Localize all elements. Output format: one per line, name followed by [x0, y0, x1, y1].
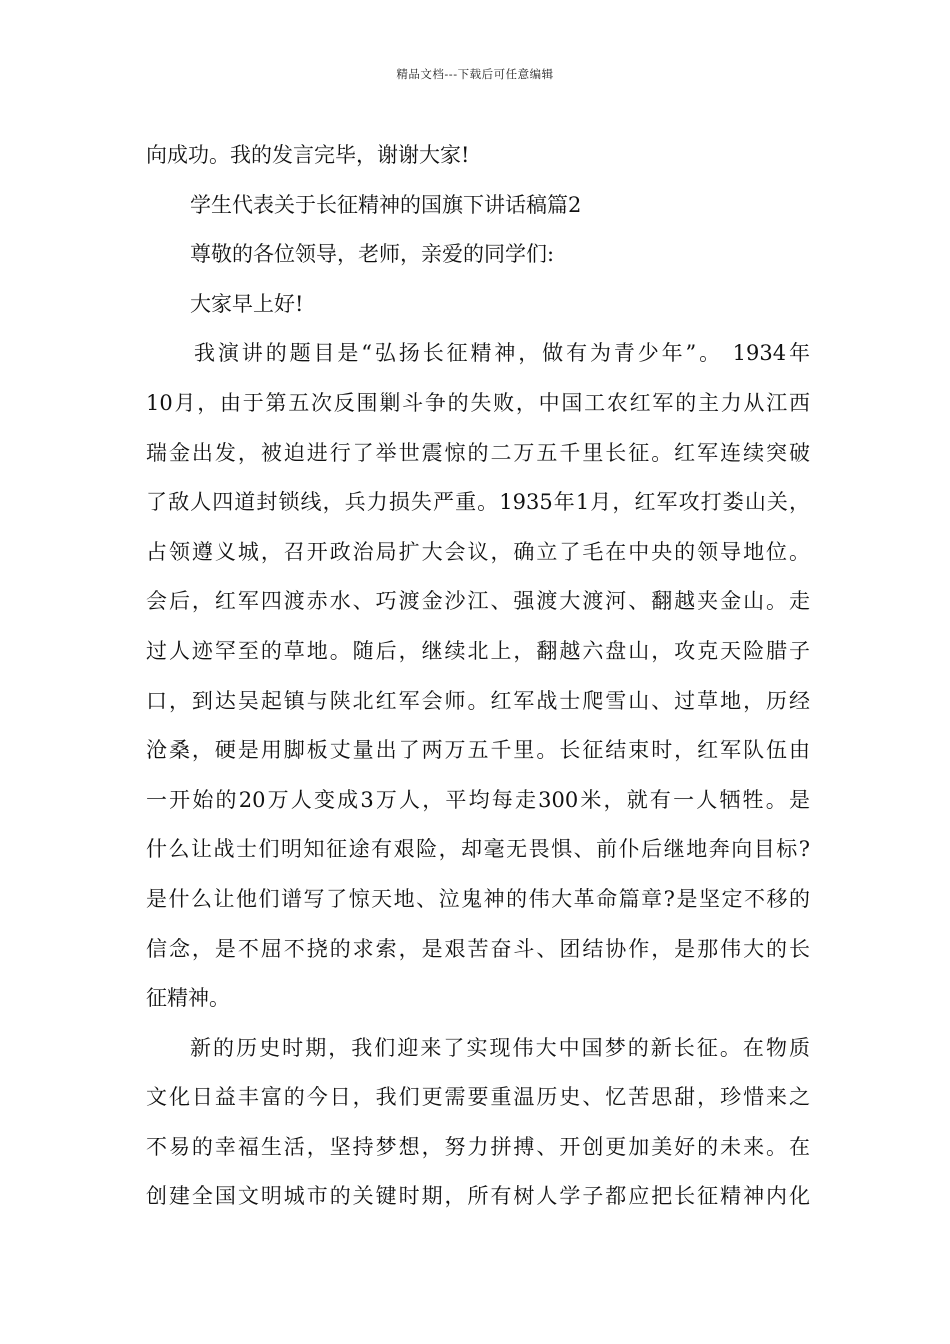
- paragraph-line: 新的历史时期，我们迎来了实现伟大中国梦的新长征。在物质: [190, 1035, 810, 1060]
- paragraph-line: 10月，由于第五次反围剿斗争的失败，中国工农红军的主力从江西: [146, 390, 810, 415]
- document-body: [146, 131, 810, 1222]
- paragraph-line: 征精神。: [146, 986, 230, 1011]
- paragraph-line: 什么让战士们明知征途有艰险，却毫无畏惧、前仆后继地奔向目标?: [146, 837, 810, 862]
- page-header: 精品文档---下载后可任意编辑: [396, 67, 554, 81]
- paragraph-line: 过人迹罕至的草地。随后，继续北上，翻越六盘山，攻克天险腊子: [146, 638, 810, 663]
- paragraph-line: 是什么让他们谱写了惊天地、泣鬼神的伟大革命篇章?是坚定不移的: [146, 886, 810, 911]
- paragraph-line: 占领遵义城，召开政治局扩大会议，确立了毛在中央的领导地位。: [146, 539, 810, 564]
- paragraph-line: 不易的幸福生活，坚持梦想，努力拼搏、开创更加美好的未来。在: [146, 1134, 810, 1159]
- paragraph-line: 向成功。我的发言完毕，谢谢大家!: [146, 143, 470, 167]
- paragraph-line: 我演讲的题目是“弘扬长征精神，做有为青少年”。 1934年: [194, 341, 810, 366]
- paragraph-line: 沧桑，硬是用脚板丈量出了两万五千里。长征结束时，红军队伍由: [146, 738, 810, 763]
- paragraph-line: 了敌人四道封锁线，兵力损失严重。1935年1月，红军攻打娄山关，: [146, 490, 810, 515]
- paragraph-line: 瑞金出发，被迫进行了举世震惊的二万五千里长征。红军连续突破: [146, 440, 810, 465]
- section-title: 学生代表关于长征精神的国旗下讲话稿篇2: [190, 192, 582, 217]
- greeting-line: 大家早上好!: [190, 291, 304, 316]
- paragraph-line: 一开始的20万人变成3万人，平均每走300米，就有一人牺牲。是: [146, 787, 810, 812]
- paragraph-line: 文化日益丰富的今日，我们更需要重温历史、忆苦思甜，珍惜来之: [146, 1085, 810, 1110]
- paragraph-line: 会后，红军四渡赤水、巧渡金沙江、强渡大渡河、翻越夹金山。走: [146, 589, 810, 614]
- paragraph-line: 口，到达吴起镇与陕北红军会师。红军战士爬雪山、过草地，历经: [146, 688, 810, 713]
- paragraph-line: 创建全国文明城市的关键时期，所有树人学子都应把长征精神内化: [146, 1184, 810, 1209]
- salutation-line: 尊敬的各位领导，老师，亲爱的同学们:: [190, 242, 555, 267]
- paragraph-line: 信念，是不屈不挠的求索，是艰苦奋斗、团结协作，是那伟大的长: [146, 936, 810, 961]
